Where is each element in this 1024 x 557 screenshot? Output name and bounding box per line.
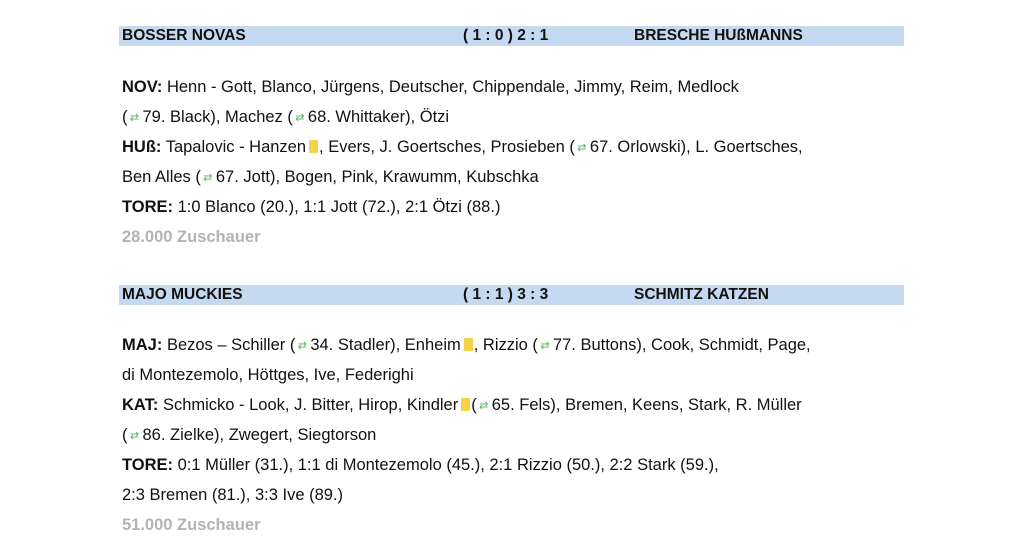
goals-label: TORE: (122, 198, 174, 216)
substitution-icon: ⇄ (129, 430, 140, 442)
lineup-home-cont (122, 102, 449, 132)
lineup-text: di Montezemolo, Höttges, Ive, Federighi (122, 366, 414, 384)
substitution-icon: ⇄ (203, 172, 213, 184)
lineup-text: 65. Fels), Bremen, Keens, Stark, R. Müller (491, 396, 802, 414)
lineup-label: KAT: (122, 396, 159, 414)
away-team: BRESCHE HUßMANNS (634, 27, 803, 44)
match-header (119, 26, 904, 46)
spectators: 28.000 Zuschauer (122, 228, 261, 246)
yellow-card-icon (461, 398, 470, 411)
lineup-home-cont (122, 360, 414, 390)
lineup-away (122, 390, 802, 420)
substitution-icon: ⇄ (540, 340, 550, 352)
goals-text: 1:0 Blanco (20.), 1:1 Jott (72.), 2:1 Ötzi (88.) (177, 198, 501, 216)
substitution-icon: ⇄ (295, 112, 305, 124)
lineup-text: 77. Buttons), Cook, Schmidt, Page, (552, 336, 811, 354)
lineup-text: 68. Whittaker), Ötzi (307, 108, 450, 126)
lineup-away-cont (122, 162, 539, 192)
lineup-text: 86. Zielke), Zwegert, Siegtorson (142, 426, 377, 444)
goals-label: TORE: (122, 456, 174, 474)
lineup-label: MAJ: (122, 336, 163, 354)
substitution-icon: ⇄ (297, 340, 307, 352)
lineup-home (122, 330, 811, 360)
home-team: MAJO MUCKIES (122, 286, 243, 303)
match-score: ( 1 : 0 ) 2 : 1 (463, 27, 549, 44)
lineup-text: ( (122, 108, 128, 126)
away-team: SCHMITZ KATZEN (634, 286, 769, 303)
lineup-text: , Evers, J. Goertsches, Prosieben ( (319, 138, 575, 156)
match-score: ( 1 : 1 ) 3 : 3 (463, 286, 549, 303)
spectators: 51.000 Zuschauer (122, 516, 261, 534)
goals-cont (122, 480, 343, 510)
lineup-text: 34. Stadler), Enheim (310, 336, 461, 354)
lineup-label: HUß: (122, 138, 162, 156)
substitution-icon: ⇄ (479, 400, 489, 412)
goals (122, 192, 500, 222)
home-team: BOSSER NOVAS (122, 27, 246, 44)
lineup-text: Tapalovic - Hanzen (165, 138, 307, 156)
lineup-text: ( (122, 426, 128, 444)
lineup-home (122, 72, 739, 102)
lineup-text: 67. Jott), Bogen, Pink, Krawumm, Kubschka (215, 168, 539, 186)
lineup-text: ( (471, 396, 477, 414)
match-header (119, 285, 904, 305)
yellow-card-icon (309, 140, 318, 153)
goals-text: 0:1 Müller (31.), 1:1 di Montezemolo (45.), 2:1 Rizzio (50.), 2:2 Stark (59.), (177, 456, 719, 474)
yellow-card-icon (464, 338, 473, 351)
lineup-text: , Rizzio ( (473, 336, 538, 354)
lineup-label: NOV: (122, 78, 163, 96)
goals-text: 2:3 Bremen (81.), 3:3 Ive (89.) (122, 486, 344, 504)
lineup-away (122, 132, 803, 162)
lineup-text: Henn - Gott, Blanco, Jürgens, Deutscher, Chippendale, Jimmy, Reim, Medlock (166, 78, 739, 96)
lineup-away-cont (122, 420, 376, 450)
lineup-text: Schmicko - Look, J. Bitter, Hirop, Kindler (162, 396, 459, 414)
lineup-text: 67. Orlowski), L. Goertsches, (589, 138, 803, 156)
lineup-text: Ben Alles ( (122, 168, 201, 186)
substitution-icon: ⇄ (129, 112, 140, 124)
goals (122, 450, 719, 480)
substitution-icon: ⇄ (577, 142, 587, 154)
lineup-text: 79. Black), Machez ( (142, 108, 293, 126)
lineup-text: Bezos – Schiller ( (166, 336, 296, 354)
